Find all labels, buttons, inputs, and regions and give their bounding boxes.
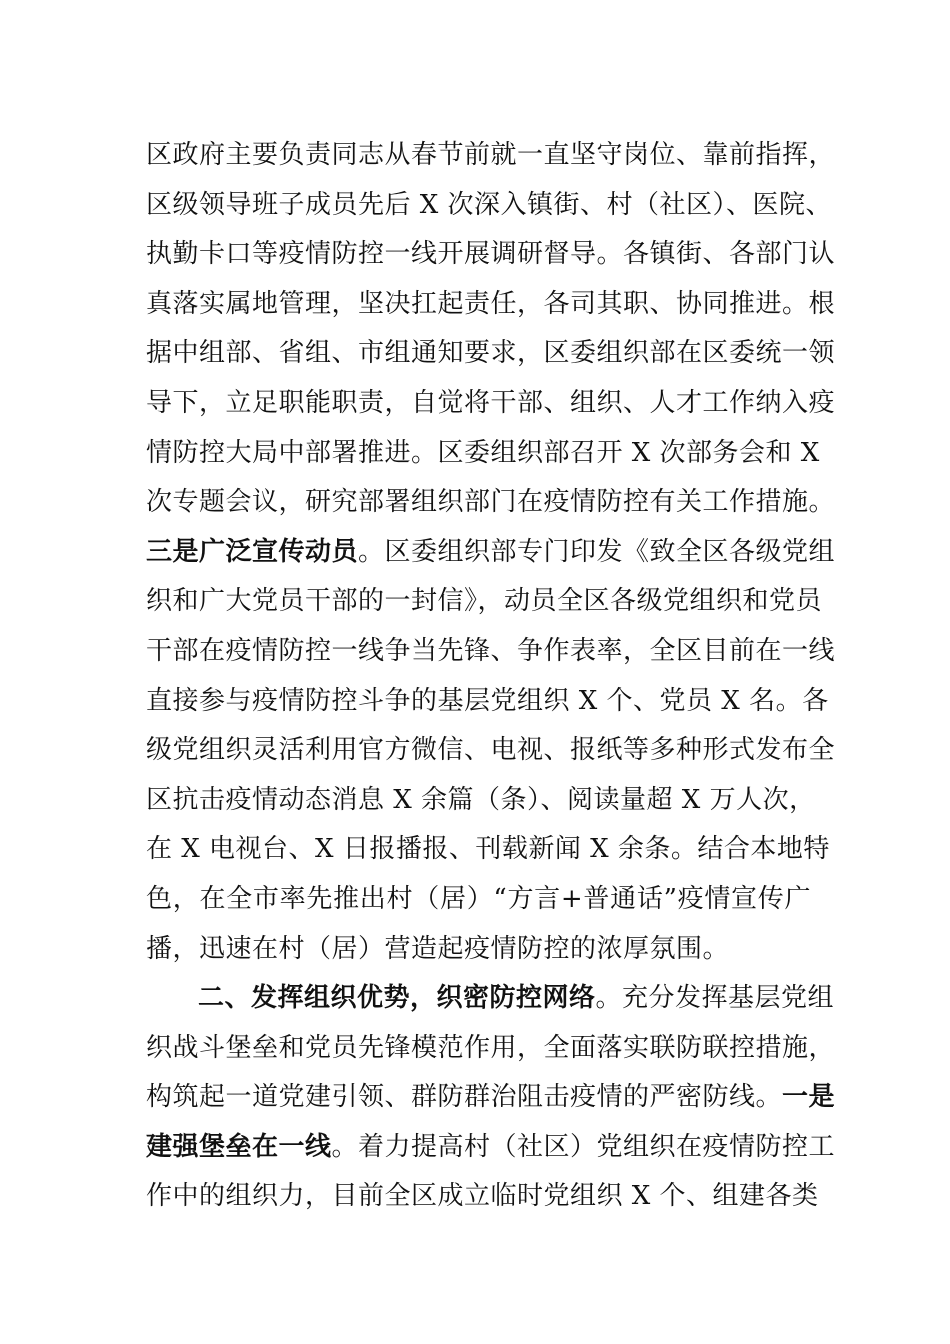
text-line: 区政府主要负责同志从春节前就一直坚守岗位、靠前指挥， (146, 140, 836, 170)
text-line (146, 974, 835, 1024)
line-text: 构筑起一道党建引领、群防群治阻击疫情的严密防线。 (146, 1082, 783, 1113)
line-text: 。着力提高村（社区）党组织在疫情防控工 (331, 1131, 836, 1162)
bold-heading: 建强堡垒在一线 (146, 1131, 332, 1162)
text-line: 执勤卡口等疫情防控一线开展调研督导。各镇街、各部门认 (146, 239, 836, 270)
body-text (146, 131, 836, 1222)
text-line (146, 528, 836, 578)
text-line: 播，迅速在村（居）营造起疫情防控的浓厚氛围。 (146, 933, 730, 964)
text-line: 干部在疫情防控一线争当先锋、争作表率，全区目前在一线 (146, 635, 836, 666)
bold-heading: 一是 (782, 1082, 836, 1113)
text-line: 区级领导班子成员先后 X 次深入镇街、村（社区）、医院、 (146, 189, 833, 220)
text-line: 次专题会议，研究部署组织部门在疫情防控有关工作措施。 (146, 487, 836, 518)
text-line: 情防控大局中部署推进。区委组织部召开 X 次部务会和 X (146, 437, 820, 468)
text-line: 级党组织灵活利用官方微信、电视、报纸等多种形式发布全 (146, 735, 836, 766)
text-line (146, 1073, 836, 1123)
text-line: 织战斗堡垒和党员先锋模范作用，全面落实联防联控措施， (146, 1032, 836, 1063)
text-line: 织和广大党员干部的一封信》，动员全区各级党组织和党员 (146, 586, 823, 617)
text-line: 导下，立足职能职责，自觉将干部、组织、人才工作纳入疫 (146, 387, 836, 418)
line-text: 。区委组织部专门印发《致全区各级党组 (358, 536, 836, 567)
line-text: 。充分发挥基层党组 (595, 983, 835, 1014)
section-heading: 二、发挥组织优势，织密防控网络 (198, 983, 596, 1014)
text-line: 色，在全市率先推出村（居）“方言+普通话”疫情宣传广 (146, 883, 811, 914)
text-line: 区抗击疫情动态消息 X 余篇（条）、阅读量超 X 万人次， (146, 784, 816, 815)
text-line: 据中组部、省组、市组通知要求，区委组织部在区委统一领 (146, 338, 836, 369)
text-line: 在 X 电视台、X 日报播报、刊载新闻 X 余条。结合本地特 (146, 834, 830, 865)
text-line (146, 1123, 836, 1173)
text-line: 作中的组织力，目前全区成立临时党组织 X 个、组建各类 (146, 1181, 819, 1212)
text-line: 真落实属地管理，坚决扛起责任，各司其职、协同推进。根 (146, 288, 836, 319)
text-line: 直接参与疫情防控斗争的基层党组织 X 个、党员 X 名。各 (146, 685, 829, 716)
bold-heading: 三是广泛宣传动员 (146, 536, 359, 567)
